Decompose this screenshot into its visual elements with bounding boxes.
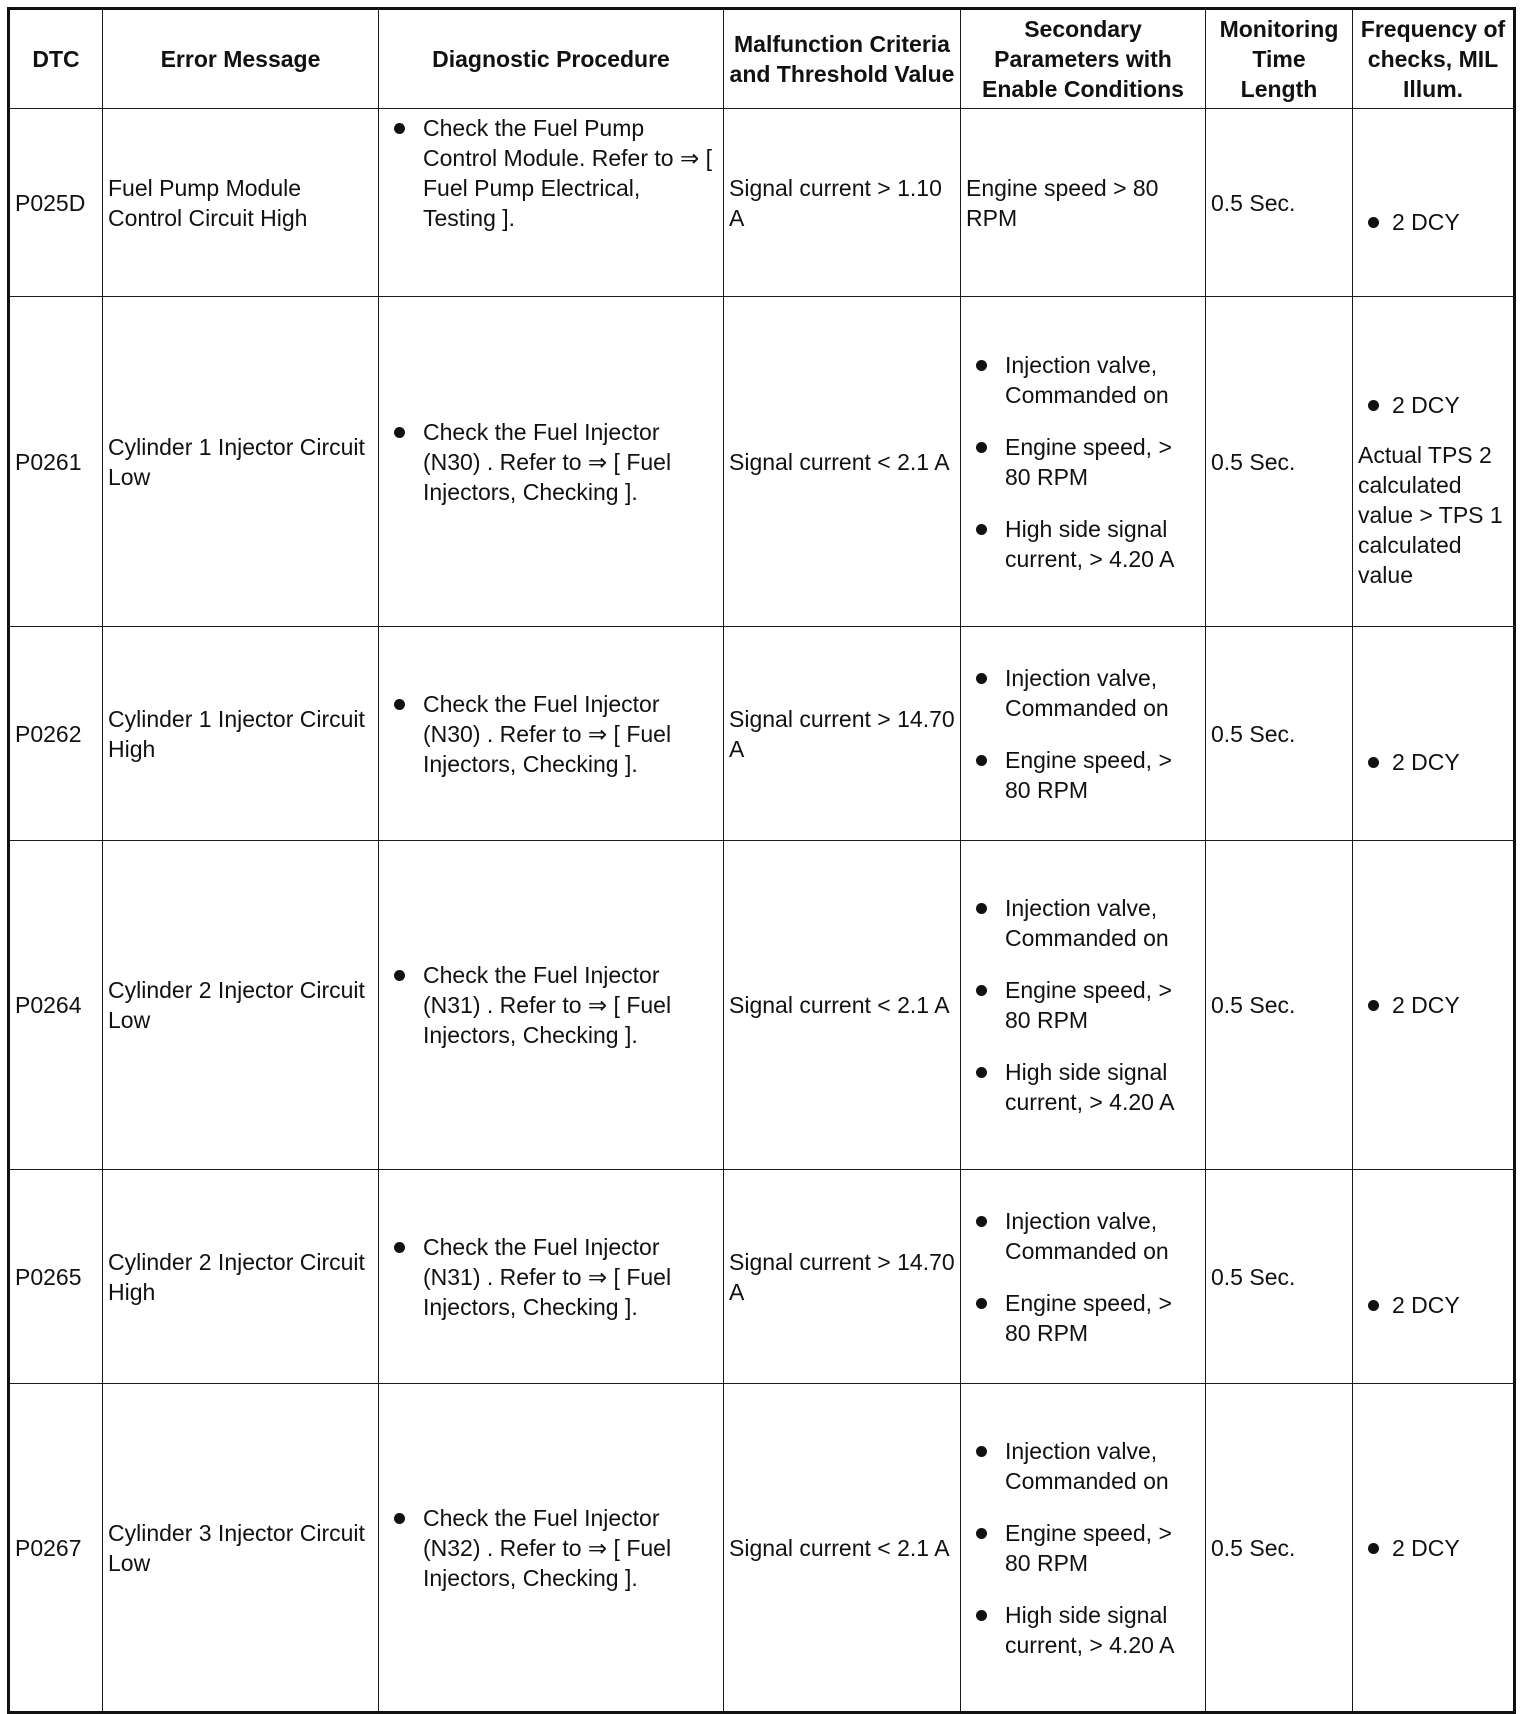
criteria-cell: Signal current < 2.1 A [724,841,961,1170]
header-secondary-parameters: Secondary Parameters with Enable Conditions [961,9,1206,109]
dtc-cell: P0265 [9,1170,103,1384]
header-row [9,9,1515,109]
criteria-cell: Signal current > 1.10 A [724,109,961,297]
monitoring-time-cell: 0.5 Sec. [1206,1170,1353,1384]
secondary-cell [961,1170,1206,1384]
header-monitoring-time: Monitoring Time Length [1206,9,1353,109]
secondary-cell: Engine speed > 80 RPM [961,109,1206,297]
bullet-icon [1368,1000,1379,1011]
error-message-cell: Cylinder 1 Injector Circuit High [103,627,379,841]
bullet-icon [976,360,987,371]
monitoring-time-cell: 0.5 Sec. [1206,1384,1353,1713]
bullet-icon [976,1067,987,1078]
bullet-icon [976,1298,987,1309]
list-item: Engine speed, > 80 RPM [966,975,1200,1035]
header-diagnostic-procedure: Diagnostic Procedure [379,9,724,109]
procedure-cell [379,1170,724,1384]
list-item: Injection valve, Commanded on [966,663,1200,723]
monitoring-time-cell: 0.5 Sec. [1206,627,1353,841]
list-item: 2 DCY [1358,990,1508,1020]
error-message-cell: Cylinder 2 Injector Circuit Low [103,841,379,1170]
table-row [9,841,1515,1170]
criteria-cell: Signal current > 14.70 A [724,1170,961,1384]
bullet-icon [976,1610,987,1621]
procedure-cell [379,297,724,627]
bullet-icon [394,970,405,981]
bullet-icon [1368,400,1379,411]
monitoring-time-cell: 0.5 Sec. [1206,109,1353,297]
error-message-cell: Cylinder 1 Injector Circuit Low [103,297,379,627]
bullet-icon [976,1446,987,1457]
table-row [9,627,1515,841]
list-item: High side signal current, > 4.20 A [966,1600,1200,1660]
header-frequency: Frequency of checks, MIL Illum. [1353,9,1515,109]
list-item: Injection valve, Commanded on [966,350,1200,410]
bullet-icon [394,123,405,134]
list-item: Engine speed, > 80 RPM [966,432,1200,492]
list-item: 2 DCY [1358,747,1508,777]
bullet-icon [1368,1300,1379,1311]
procedure-cell [379,841,724,1170]
header-dtc: DTC [9,9,103,109]
list-item: Check the Fuel Pump Control Module. Refer to ⇒ [ Fuel Pump Electrical, Testing ]. [384,113,718,233]
list-item: Check the Fuel Injector (N31) . Refer to ⇒ [ Fuel Injectors, Checking ]. [384,1232,718,1322]
secondary-cell [961,841,1206,1170]
error-message-cell: Fuel Pump Module Control Circuit High [103,109,379,297]
criteria-cell: Signal current < 2.1 A [724,1384,961,1713]
list-item: Check the Fuel Injector (N31) . Refer to ⇒ [ Fuel Injectors, Checking ]. [384,960,718,1050]
frequency-cell [1353,841,1515,1170]
header-error-message: Error Message [103,9,379,109]
procedure-cell [379,1384,724,1713]
list-item: Check the Fuel Injector (N32) . Refer to ⇒ [ Fuel Injectors, Checking ]. [384,1503,718,1593]
frequency-cell [1353,297,1515,627]
dtc-table [7,7,1516,1714]
list-item: Engine speed, > 80 RPM [966,745,1200,805]
procedure-cell [379,109,724,297]
table-row [9,1384,1515,1713]
list-item: Engine speed, > 80 RPM [966,1288,1200,1348]
bullet-icon [976,673,987,684]
list-item: Injection valve, Commanded on [966,1206,1200,1266]
secondary-cell [961,627,1206,841]
frequency-cell [1353,1170,1515,1384]
bullet-icon [394,1242,405,1253]
header-malfunction-criteria: Malfunction Criteria and Threshold Value [724,9,961,109]
procedure-cell [379,627,724,841]
frequency-note: Actual TPS 2 calculated value > TPS 1 calculated value [1358,442,1503,588]
list-item: 2 DCY [1358,1290,1508,1320]
bullet-icon [394,427,405,438]
dtc-cell: P0261 [9,297,103,627]
list-item: Engine speed, > 80 RPM [966,1518,1200,1578]
list-item: Injection valve, Commanded on [966,1436,1200,1496]
secondary-cell [961,1384,1206,1713]
criteria-cell: Signal current > 14.70 A [724,627,961,841]
error-message-cell: Cylinder 3 Injector Circuit Low [103,1384,379,1713]
bullet-icon [394,1513,405,1524]
monitoring-time-cell: 0.5 Sec. [1206,841,1353,1170]
table-row [9,109,1515,297]
bullet-icon [976,1528,987,1539]
frequency-cell [1353,627,1515,841]
bullet-icon [976,442,987,453]
secondary-cell [961,297,1206,627]
list-item: Injection valve, Commanded on [966,893,1200,953]
dtc-cell: P0267 [9,1384,103,1713]
table-row [9,297,1515,627]
dtc-cell: P0264 [9,841,103,1170]
bullet-icon [976,524,987,535]
list-item: 2 DCY [1358,207,1508,237]
frequency-cell [1353,109,1515,297]
list-item: 2 DCY [1358,1533,1508,1563]
list-item: Check the Fuel Injector (N30) . Refer to ⇒ [ Fuel Injectors, Checking ]. [384,689,718,779]
dtc-cell: P025D [9,109,103,297]
bullet-icon [1368,217,1379,228]
list-item: 2 DCY [1358,390,1508,420]
bullet-icon [1368,1543,1379,1554]
frequency-cell [1353,1384,1515,1713]
list-item: High side signal current, > 4.20 A [966,514,1200,574]
monitoring-time-cell: 0.5 Sec. [1206,297,1353,627]
bullet-icon [1368,757,1379,768]
bullet-icon [976,1216,987,1227]
bullet-icon [976,755,987,766]
table-row [9,1170,1515,1384]
error-message-cell: Cylinder 2 Injector Circuit High [103,1170,379,1384]
bullet-icon [976,985,987,996]
bullet-icon [976,903,987,914]
dtc-cell: P0262 [9,627,103,841]
list-item: High side signal current, > 4.20 A [966,1057,1200,1117]
bullet-icon [394,699,405,710]
criteria-cell: Signal current < 2.1 A [724,297,961,627]
list-item: Check the Fuel Injector (N30) . Refer to ⇒ [ Fuel Injectors, Checking ]. [384,417,718,507]
